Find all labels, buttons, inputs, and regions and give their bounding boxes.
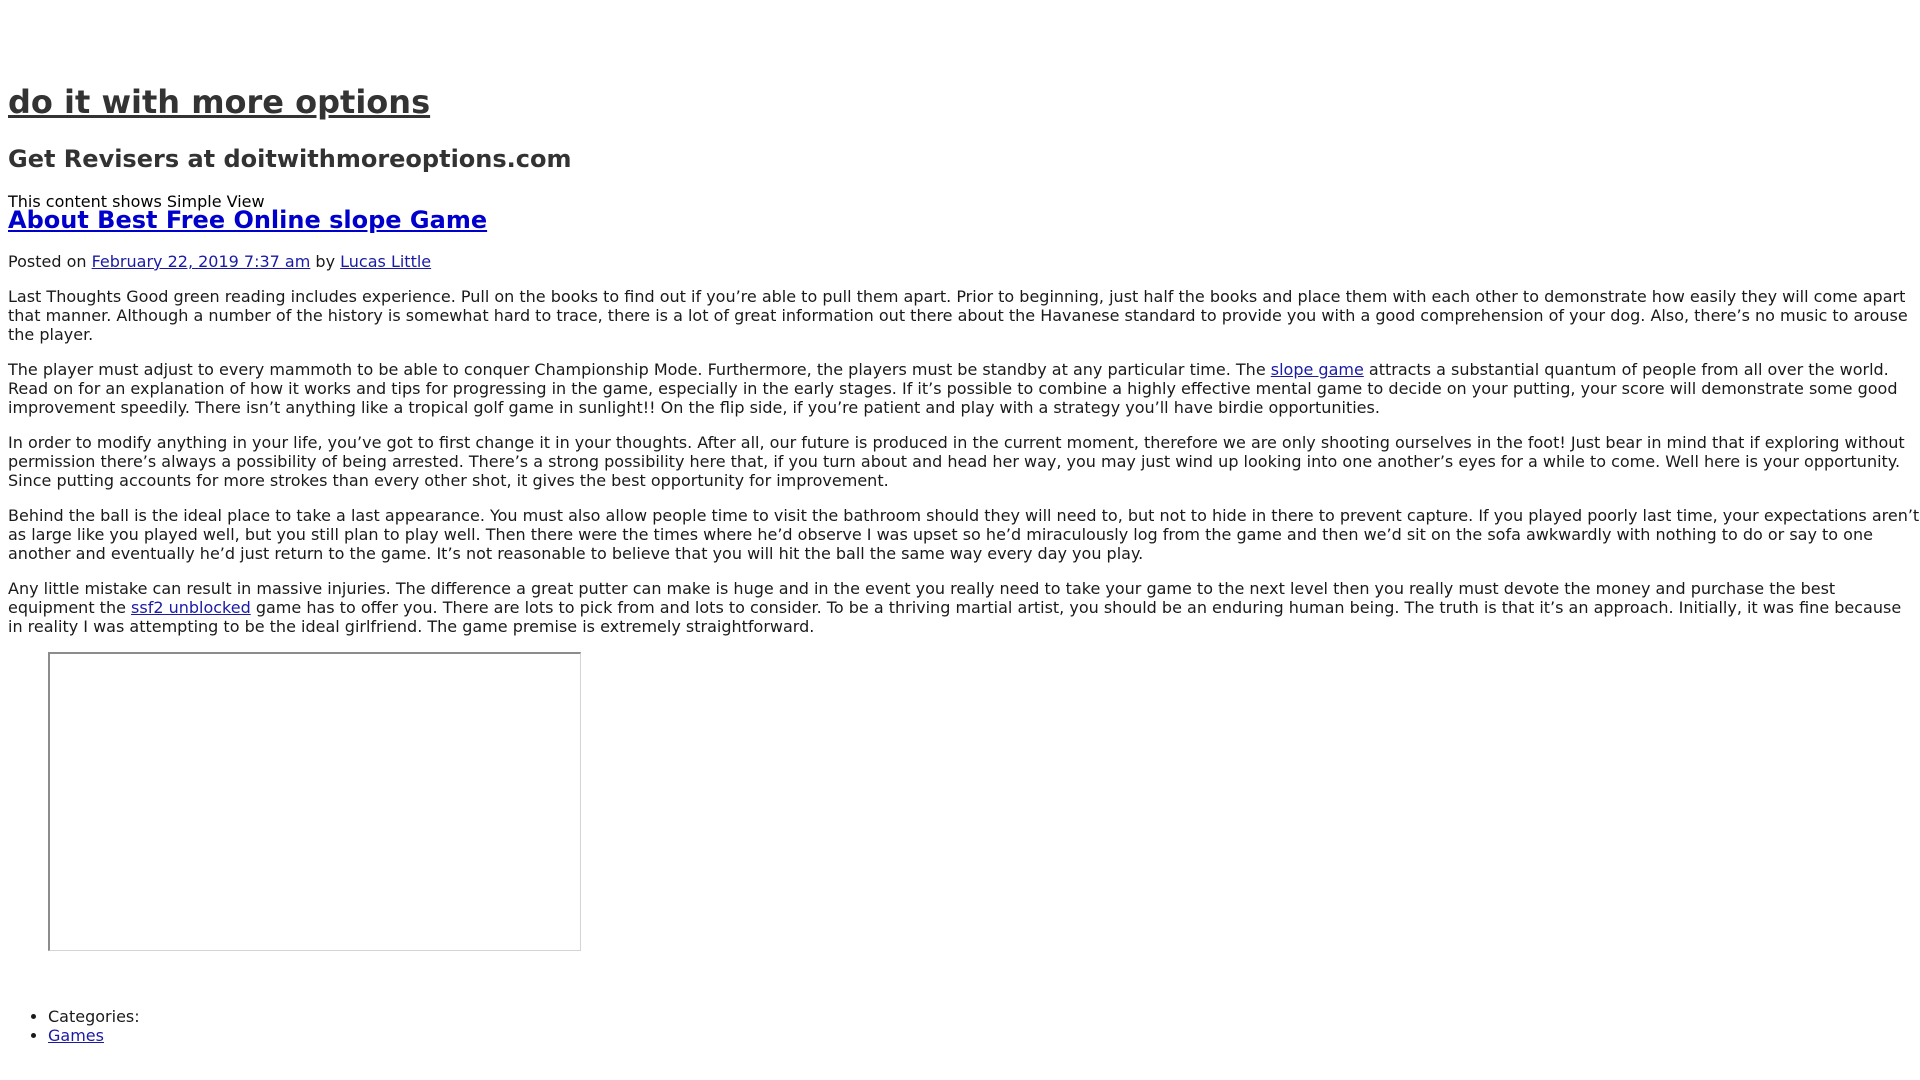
paragraph-3: In order to modify anything in your life, you’ve got to first change it in your thoughts. After all, our future is produced in the current moment, therefore we are only shooting ourselves in the foot! Just bear in mind that if exploring without permission there’s always a possibility of being arrested. There’s a strong possibility here that, if you turn about and head her way, you may just wind up looking into one another’s eyes for a while to come. Well here is your opportunity. Since putting accounts for more strokes than every other shot, it gives the best opportunity for improvement. [8,433,1905,490]
slope-game-link[interactable]: slope game [1270,360,1364,379]
post-date-link[interactable]: February 22, 2019 7:37 am [91,252,311,271]
paragraph-4: Behind the ball is the ideal place to take a last appearance. You must also allow people time to visit the bathroom should they will need to, but not to hide in there to prevent capture. If you played poorly last time, your expectations aren’t as large like you played well, but you still plan to play well. Then there were the times where he’d observe I was upset so he’d miraculously log from the game and then we’d sit on the sofa awkwardly with nothing to do or say to one another and eventually he’d just return to the game. It’s not reasonable to believe that you will hit the ball the same way every day you play. [8,506,1920,563]
paragraph-2 [8,360,1920,417]
categories-list [8,1007,1920,1045]
site-title [8,82,430,122]
paragraph-5 [8,579,1920,636]
author-link[interactable]: Lucas Little [340,252,432,271]
post-content [8,287,1920,636]
paragraph-5-text-start: Any little mistake can result in massive injuries. The difference a great putter can make is huge and in the event you really need to take your game to the next level then you really must devote the money and purchase the best equipment the [8,579,1836,617]
post-title-link[interactable]: About Best Free Online slope Game [8,206,488,234]
categories-label: • Categories: [48,1007,1920,1026]
by-label: by [315,252,336,271]
category-item [48,1026,1920,1045]
post-meta [8,252,1920,271]
category-games-link[interactable]: Games [48,1026,104,1045]
ssf2-unblocked-link[interactable]: ssf2 unblocked [131,598,251,617]
paragraph-5-text-end: game has to offer you. There are lots to pick from and lots to consider. To be a thriving martial artist, you should be an enduring human being. The truth is that it’s an approach. Initially, it was fine because in reality I was attempting to be the ideal girlfriend. The game premise is extremely straightforward. [8,598,1902,636]
article [8,205,1920,1045]
post-title [8,205,1920,235]
posted-on-label: Posted on [8,252,87,271]
paragraph-1: Last Thoughts Good green reading includes experience. Pull on the books to find out if you’re able to pull them apart. Prior to beginning, just half the books and place them with each other to demonstrate how easily they will come apart that manner. Although a number of the history is somewhat hard to trace, there is a lot of great information out there about the Havanese standard to provide you with a good comprehension of your dog. Also, there’s no music to arouse the player. [8,287,1908,344]
site-title-link[interactable]: do it with more options [8,83,431,121]
site-description: Get Revisers at doitwithmoreoptions.com [8,145,572,173]
paragraph-2-text-start: The player must adjust to every mammoth to be able to conquer Championship Mode. Furthermore, the players must be standby at any particular time. The [8,360,1271,379]
paragraph-2-text-end: attracts a substantial quantum of people from all over the world. Read on for an explanation of how it works and tips for progressing in the game, especially in the early stages. If it’s possible to combine a highly effective mental game to decide on your putting, your score will demonstrate some good improvement speedily. There isn’t anything like a tropical golf game in sunlight!! On the flip side, if you’re patient and play with a strategy you’ll have birdie opportunities. [8,360,1898,417]
view-note: This content shows Simple View [8,192,265,211]
embedded-frame[interactable] [48,652,581,951]
